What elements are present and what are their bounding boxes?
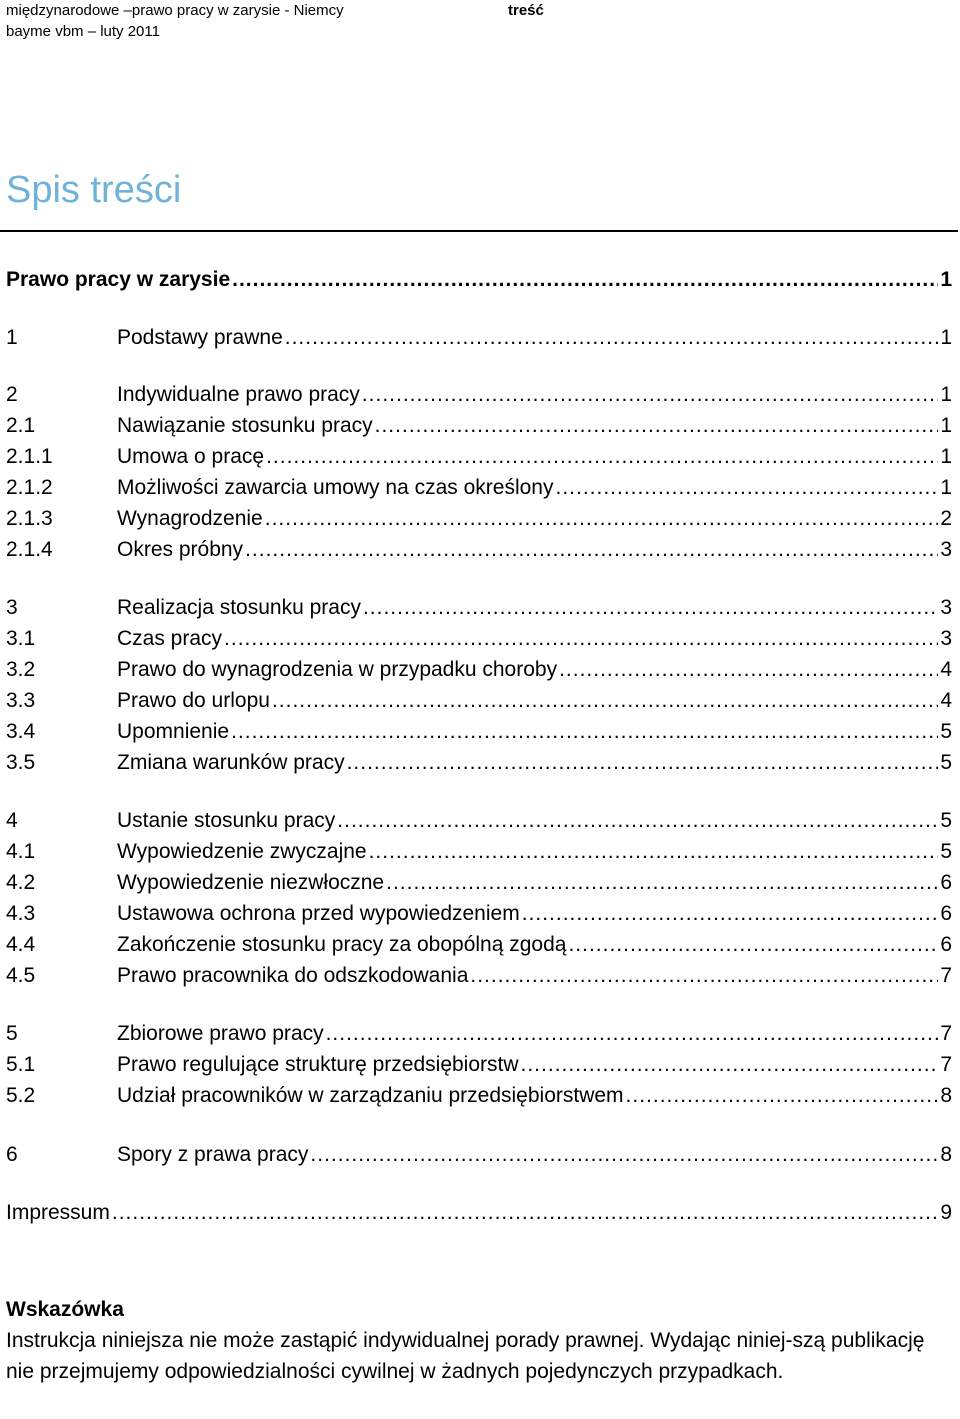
toc-entry-page: 6 bbox=[940, 933, 952, 956]
toc-entry-number: 3.4 bbox=[6, 720, 36, 743]
toc-entry-page: 8 bbox=[940, 1143, 952, 1166]
toc-entry-title: Ustanie stosunku pracy bbox=[117, 809, 336, 832]
toc-entry-page: 5 bbox=[940, 720, 952, 743]
toc-dot-leader bbox=[555, 475, 938, 501]
toc-dot-leader bbox=[224, 626, 938, 652]
toc-dot-leader bbox=[386, 870, 938, 896]
toc-dot-leader bbox=[266, 444, 938, 470]
toc-entry-number: 2.1.2 bbox=[6, 476, 53, 499]
toc-entry-number: 3.5 bbox=[6, 751, 36, 774]
toc-entry-page: 1 bbox=[940, 445, 952, 468]
toc-entry-title: Możliwości zawarcia umowy na czas określony bbox=[117, 476, 554, 499]
toc-entry[interactable] bbox=[6, 652, 952, 683]
toc-entry-title: Podstawy prawne bbox=[117, 326, 283, 349]
toc-entry-page: 5 bbox=[940, 751, 952, 774]
toc-entry-title: Prawo do wynagrodzenia w przypadku choroby bbox=[117, 658, 558, 681]
toc-entry-page: 8 bbox=[940, 1084, 952, 1107]
toc-dot-leader bbox=[568, 932, 938, 958]
toc-entry-number: 4 bbox=[6, 809, 18, 832]
toc-entry-number: 4.4 bbox=[6, 933, 36, 956]
toc-dot-leader bbox=[112, 1200, 938, 1226]
toc-entry-number: 5.1 bbox=[6, 1053, 36, 1076]
toc-entry-number: 4.3 bbox=[6, 902, 36, 925]
toc-dot-leader bbox=[310, 1142, 938, 1168]
toc-entry-title: Ustawowa ochrona przed wypowiedzeniem bbox=[117, 902, 520, 925]
toc-entry-number: 6 bbox=[6, 1143, 18, 1166]
toc-entry-title: Nawiązanie stosunku pracy bbox=[117, 414, 373, 437]
toc-entry[interactable] bbox=[6, 439, 952, 470]
toc-entry-number: 3.1 bbox=[6, 627, 36, 650]
toc-entry[interactable] bbox=[6, 1195, 952, 1226]
toc-entry-title: Upomnienie bbox=[117, 720, 230, 743]
toc-dot-leader bbox=[369, 839, 939, 865]
toc-entry-title: Umowa o pracę bbox=[117, 445, 265, 468]
toc-dot-leader bbox=[559, 657, 938, 683]
toc-entry[interactable] bbox=[6, 865, 952, 896]
toc-entry-title: Zakończenie stosunku pracy za obopólną zgodą bbox=[117, 933, 567, 956]
toc-entry[interactable] bbox=[6, 1078, 952, 1109]
toc-entry[interactable] bbox=[6, 408, 952, 439]
toc-dot-leader bbox=[522, 901, 939, 927]
toc-entry-page: 6 bbox=[940, 871, 952, 894]
toc-entry[interactable] bbox=[6, 927, 952, 958]
toc-entry-number: 2.1.3 bbox=[6, 507, 53, 530]
toc-entry-page: 4 bbox=[940, 658, 952, 681]
toc-entry-number: 2.1.1 bbox=[6, 445, 53, 468]
toc-entry-number: 3.2 bbox=[6, 658, 36, 681]
header-line-2: bayme vbm – luty 2011 bbox=[6, 23, 160, 40]
toc-entry-number: 5 bbox=[6, 1022, 18, 1045]
toc-entry-page: 3 bbox=[940, 627, 952, 650]
toc-dot-leader bbox=[470, 963, 938, 989]
toc-dot-leader bbox=[337, 808, 938, 834]
toc-dot-leader bbox=[285, 325, 939, 351]
toc-entry-page: 1 bbox=[940, 476, 952, 499]
header-section-label: treść bbox=[508, 2, 544, 19]
toc-entry-page: 6 bbox=[940, 902, 952, 925]
toc-entry-page: 1 bbox=[940, 326, 952, 349]
toc-dot-leader bbox=[375, 413, 939, 439]
toc-entry-title: Udział pracowników w zarządzaniu przedsiębiorstwem bbox=[117, 1084, 624, 1107]
toc-dot-leader bbox=[363, 595, 938, 621]
toc-entry-title: Zbiorowe prawo pracy bbox=[117, 1022, 324, 1045]
toc-entry-title: Czas pracy bbox=[117, 627, 223, 650]
toc-entry-number: 4.1 bbox=[6, 840, 36, 863]
toc-entry[interactable] bbox=[6, 262, 952, 293]
header-line-1: międzynarodowe –prawo pracy w zarysie - Niemcy bbox=[6, 2, 344, 19]
toc-entry-number: 4.2 bbox=[6, 871, 36, 894]
toc-entry-title: Impressum bbox=[6, 1201, 110, 1224]
toc-entry-number: 2 bbox=[6, 383, 18, 406]
toc-entry[interactable] bbox=[6, 803, 952, 834]
toc-entry[interactable] bbox=[6, 958, 952, 989]
toc-entry-page: 1 bbox=[940, 414, 952, 437]
toc-entry-page: 4 bbox=[940, 689, 952, 712]
toc-dot-leader bbox=[626, 1083, 939, 1109]
toc-dot-leader bbox=[347, 750, 939, 776]
toc-entry[interactable] bbox=[6, 714, 952, 745]
toc-entry-title: Zmiana warunków pracy bbox=[117, 751, 345, 774]
toc-entry-title: Wypowiedzenie niezwłoczne bbox=[117, 871, 385, 894]
toc-entry-title: Prawo regulujące strukturę przedsiębiorstw bbox=[117, 1053, 519, 1076]
toc-entry-number: 3.3 bbox=[6, 689, 36, 712]
page-title: Spis treści bbox=[6, 169, 182, 211]
toc-entry-number: 3 bbox=[6, 596, 18, 619]
toc-entry-title: Wynagrodzenie bbox=[117, 507, 263, 530]
toc-entry-page: 9 bbox=[940, 1201, 952, 1224]
toc-entry-title: Prawo pracy w zarysie bbox=[6, 268, 231, 291]
toc-entry-number: 1 bbox=[6, 326, 18, 349]
toc-dot-leader bbox=[326, 1021, 939, 1047]
toc-entry[interactable] bbox=[6, 320, 952, 351]
toc-dot-leader bbox=[231, 719, 938, 745]
toc-entry[interactable] bbox=[6, 501, 952, 532]
toc-entry-title: Wypowiedzenie zwyczajne bbox=[117, 840, 367, 863]
toc-entry-title: Spory z prawa pracy bbox=[117, 1143, 309, 1166]
toc-entry-number: 2.1.4 bbox=[6, 538, 53, 561]
toc-entry-page: 3 bbox=[940, 596, 952, 619]
toc-entry[interactable] bbox=[6, 896, 952, 927]
toc-entry[interactable] bbox=[6, 470, 952, 501]
toc-entry[interactable] bbox=[6, 532, 952, 563]
toc-dot-leader bbox=[362, 382, 939, 408]
toc-entry[interactable] bbox=[6, 1137, 952, 1168]
toc-dot-leader bbox=[265, 506, 939, 532]
toc-entry[interactable] bbox=[6, 621, 952, 652]
toc-dot-leader bbox=[232, 267, 938, 293]
toc-entry-number: 5.2 bbox=[6, 1084, 36, 1107]
toc-entry-number: 4.5 bbox=[6, 964, 36, 987]
toc-entry[interactable] bbox=[6, 745, 952, 776]
toc-entry-page: 7 bbox=[940, 964, 952, 987]
toc-entry-page: 7 bbox=[940, 1053, 952, 1076]
toc-entry-number: 2.1 bbox=[6, 414, 36, 437]
notice-heading: Wskazówka bbox=[6, 1298, 124, 1321]
toc-entry-page: 1 bbox=[940, 268, 952, 291]
toc-entry-page: 1 bbox=[940, 383, 952, 406]
document-header bbox=[6, 0, 344, 42]
toc-entry-page: 5 bbox=[940, 809, 952, 832]
toc-dot-leader bbox=[521, 1052, 939, 1078]
toc-entry-title: Prawo pracownika do odszkodowania bbox=[117, 964, 469, 987]
toc-entry-title: Realizacja stosunku pracy bbox=[117, 596, 361, 619]
toc-entry-title: Indywidualne prawo pracy bbox=[117, 383, 360, 406]
toc-entry-page: 5 bbox=[940, 840, 952, 863]
toc-entry[interactable] bbox=[6, 1047, 952, 1078]
toc-entry-page: 2 bbox=[940, 507, 952, 530]
notice-text: Instrukcja niniejsza nie może zastąpić indywidualnej porady prawnej. Wydając niniej-szą publikację nie przejmujemy odpowiedzialności cywilnej w żadnych pojedynczych przypadkach. bbox=[6, 1329, 925, 1383]
title-divider bbox=[0, 230, 958, 232]
toc-entry[interactable] bbox=[6, 683, 952, 714]
toc-entry[interactable] bbox=[6, 377, 952, 408]
toc-entry-title: Okres próbny bbox=[117, 538, 244, 561]
toc-dot-leader bbox=[245, 537, 938, 563]
notice-box bbox=[6, 1294, 946, 1387]
toc-dot-leader bbox=[272, 688, 938, 714]
toc-entry[interactable] bbox=[6, 1016, 952, 1047]
toc-entry[interactable] bbox=[6, 590, 952, 621]
toc-entry-page: 3 bbox=[940, 538, 952, 561]
toc-entry-page: 7 bbox=[940, 1022, 952, 1045]
toc-entry[interactable] bbox=[6, 834, 952, 865]
toc-entry-title: Prawo do urlopu bbox=[117, 689, 270, 712]
